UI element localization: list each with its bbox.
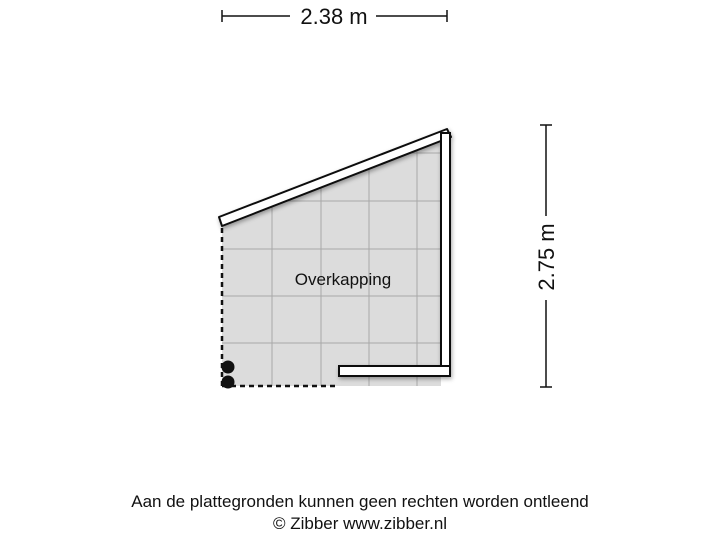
height-dimension xyxy=(534,125,559,387)
bottom-wall-stub xyxy=(339,366,450,376)
disclaimer-text: Aan de plattegronden kunnen geen rechten worden ontleend xyxy=(131,492,589,511)
width-label: 2.38 m xyxy=(300,4,368,29)
post-lower xyxy=(222,376,235,389)
width-dimension xyxy=(222,4,447,29)
copyright-text: © Zibber www.zibber.nl xyxy=(272,514,448,533)
room-label: Overkapping xyxy=(294,270,392,289)
height-label: 2.75 m xyxy=(534,223,559,291)
floor-area xyxy=(218,120,445,390)
right-wall xyxy=(441,133,450,376)
post-upper xyxy=(222,361,235,374)
